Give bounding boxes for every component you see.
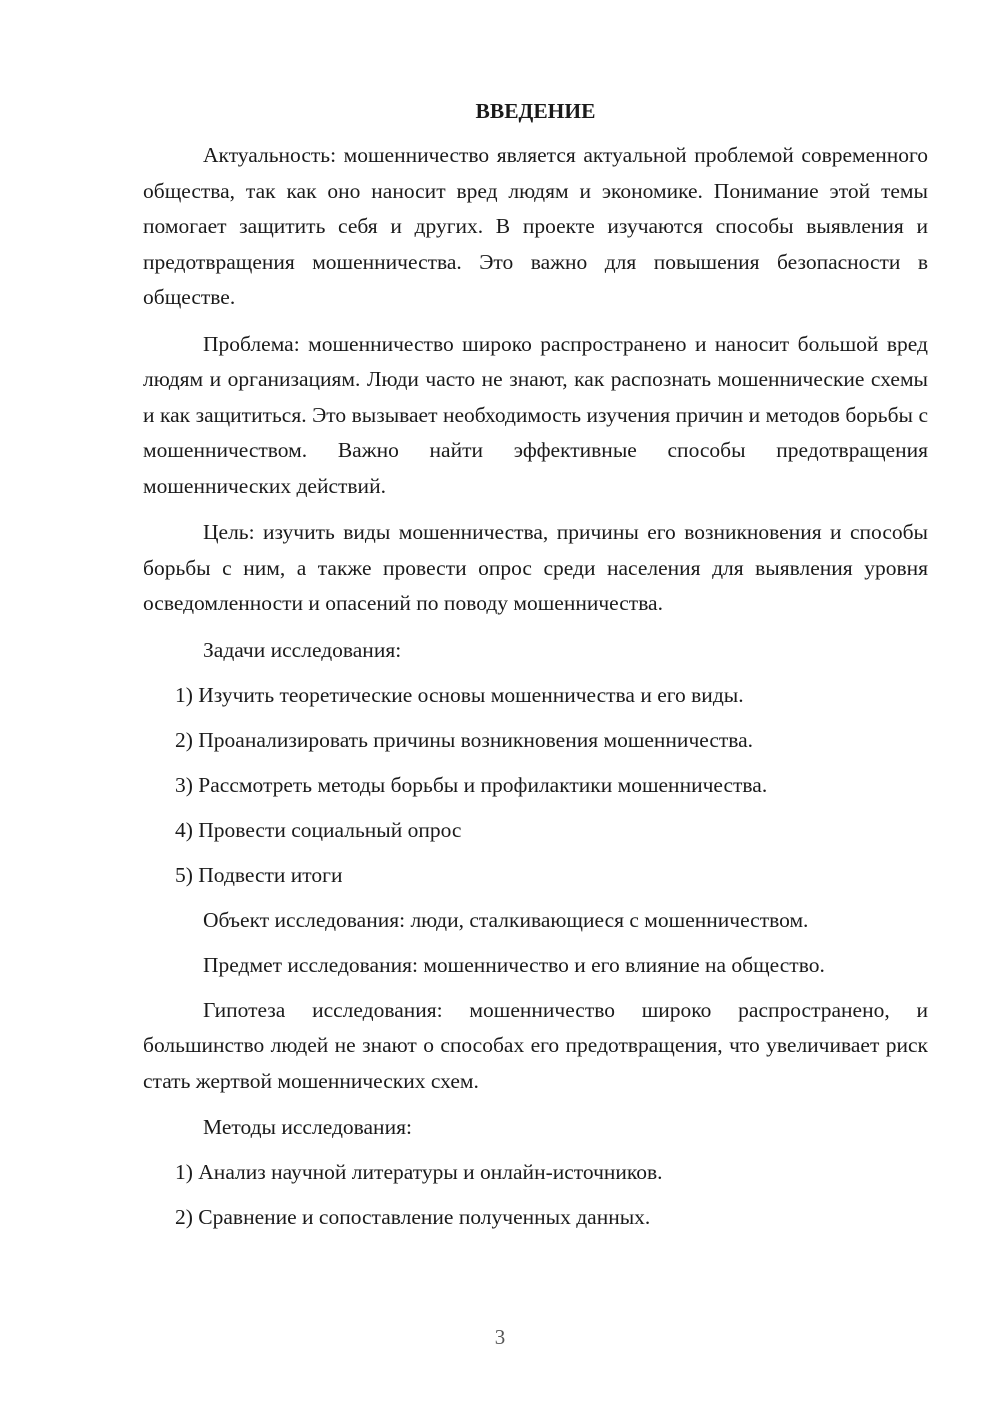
methods-heading: Методы исследования: (203, 1115, 412, 1139)
document-page (143, 95, 928, 1245)
section-title: ВВЕДЕНИЕ (475, 99, 596, 123)
goal-paragraph: Цель: изучить виды мошенничества, причины его возникновения и способы борьбы с ним, а также провести опрос среди населения для выявления уровня осведомленности и опасений по поводу мошенничества. (143, 520, 928, 615)
page-number: 3 (494, 1325, 506, 1349)
relevance-paragraph: Актуальность: мошенничество является актуальной проблемой современного общества, так как оно наносит вред людям и экономике. Понимание этой темы помогает защитить себя и других. В проекте изучаются способы выявления и предотвращения мошенничества. Это важно для повышения безопасности в обществе. (143, 143, 928, 309)
hypothesis-paragraph: Гипотеза исследования: мошенничество широко распространено, и большинство людей не знают о способах его предотвращения, что увеличивает риск стать жертвой мошеннических схем. (143, 997, 928, 1093)
research-object: Объект исследования: люди, сталкивающиеся с мошенничеством. (203, 907, 809, 932)
task-item: 4) Провести социальный опрос (175, 817, 462, 842)
task-item: 5) Подвести итоги (175, 862, 343, 887)
task-item: 1) Изучить теоретические основы мошенничества и его виды. (175, 682, 744, 707)
method-item: 1) Анализ научной литературы и онлайн-источников. (175, 1160, 663, 1184)
problem-paragraph: Проблема: мошенничество широко распространено и наносит большой вред людям и организациям. Люди часто не знают, как распознать мошеннические схемы и как защититься. Это вызывает необходимость изучения причин и методов борьбы с мошенничеством. Важно найти эффективные способы предотвращения мошеннических действий. (143, 331, 928, 498)
research-subject: Предмет исследования: мошенничество и его влияние на общество. (203, 952, 825, 977)
task-item: 2) Проанализировать причины возникновения мошенничества. (175, 727, 754, 752)
task-item: 3) Рассмотреть методы борьбы и профилактики мошенничества. (175, 772, 768, 797)
tasks-heading: Задачи исследования: (203, 637, 402, 662)
method-item: 2) Сравнение и сопоставление полученных данных. (175, 1205, 651, 1229)
